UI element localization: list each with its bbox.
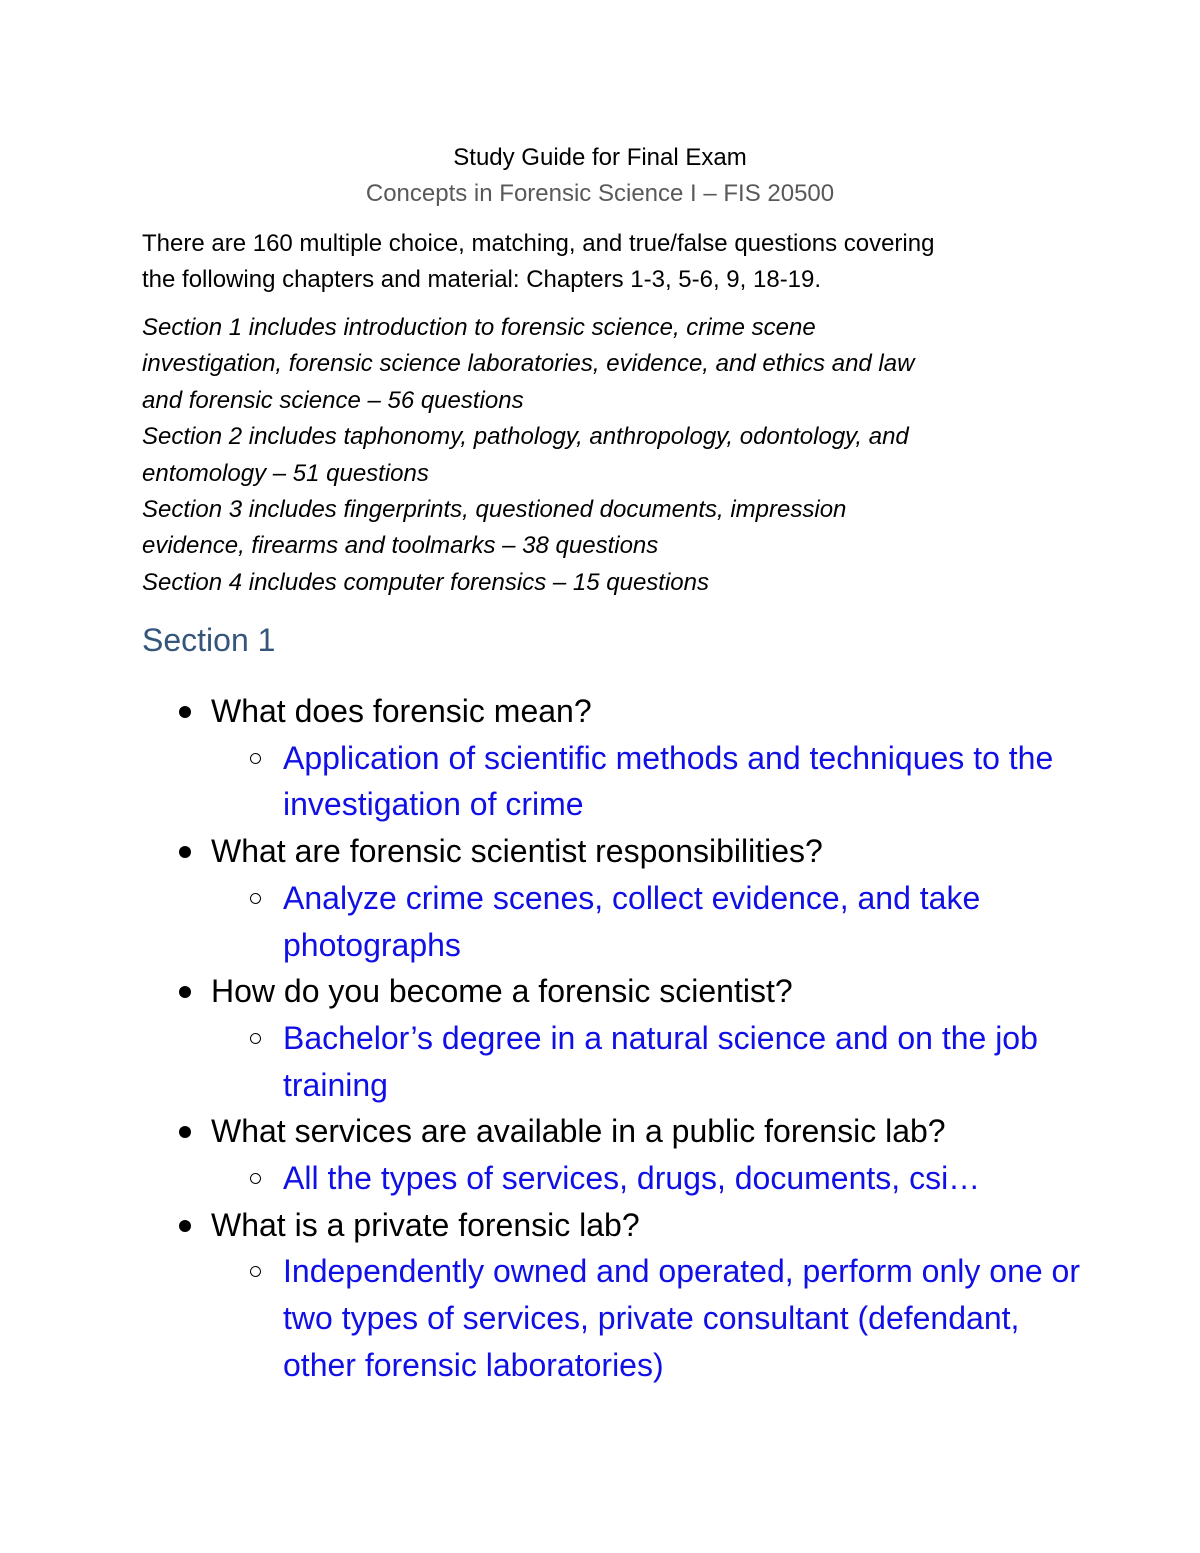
intro-line: the following chapters and material: Chapters 1-3, 5-6, 9, 18-19. — [142, 266, 822, 293]
list-item — [0, 688, 1200, 828]
question — [0, 688, 1200, 735]
filled-bullet-icon — [179, 706, 191, 718]
section-summary-line: entomology – 51 questions — [142, 459, 429, 487]
question-text: What does forensic mean? — [211, 693, 592, 729]
hollow-bullet-icon — [250, 1173, 261, 1184]
question-text: What are forensic scientist responsibilities? — [211, 833, 823, 870]
hollow-bullet-icon — [250, 1266, 261, 1277]
question-list — [0, 688, 1200, 1389]
section-summary-line: Section 2 includes taphonomy, pathology, anthropology, odontology, and — [142, 423, 909, 451]
answer — [0, 735, 1083, 828]
filled-bullet-icon — [179, 846, 191, 858]
intro-line: There are 160 multiple choice, matching, and true/false questions covering — [142, 230, 935, 257]
answer — [0, 875, 1083, 968]
answer — [0, 1155, 1083, 1202]
question — [0, 968, 1200, 1015]
section-summary-line: investigation, forensic science laboratories, evidence, and ethics and law — [142, 350, 915, 378]
section-summary-line: Section 1 includes introduction to forensic science, crime scene — [142, 314, 816, 341]
list-item — [0, 828, 1200, 968]
answer — [0, 1248, 1083, 1388]
document-title: Study Guide for Final Exam — [453, 144, 747, 171]
answer — [0, 1015, 1083, 1108]
question-text: How do you become a forensic scientist? — [211, 973, 793, 1010]
answer-text: Bachelor’s degree in a natural science and on the job training — [283, 1019, 1038, 1103]
section-heading: Section 1 — [142, 622, 276, 658]
answer-text: All the types of services, drugs, documents, csi… — [283, 1160, 981, 1197]
question — [0, 1202, 1200, 1249]
list-item — [0, 968, 1200, 1108]
document-subtitle: Concepts in Forensic Science I – FIS 20500 — [365, 180, 835, 207]
section-summary-line: Section 4 includes computer forensics – 15 questions — [142, 568, 709, 596]
question — [0, 828, 1200, 875]
filled-bullet-icon — [179, 1126, 191, 1138]
question-text: What is a private forensic lab? — [211, 1206, 640, 1243]
section-summary-line: Section 3 includes fingerprints, questioned documents, impression — [142, 496, 847, 524]
answer-text: Independently owned and operated, perform only one or two types of services, private consultant (defendant, other forensic laboratories) — [283, 1253, 1080, 1383]
question — [0, 1108, 1200, 1155]
hollow-bullet-icon — [250, 753, 261, 764]
answer-text: Analyze crime scenes, collect evidence, and take photographs — [283, 879, 981, 963]
hollow-bullet-icon — [250, 1033, 261, 1044]
intro-paragraph — [142, 226, 1082, 298]
sections-summary — [142, 310, 1082, 601]
filled-bullet-icon — [179, 1220, 191, 1232]
list-item — [0, 1202, 1200, 1389]
question-text: What services are available in a public forensic lab? — [211, 1113, 946, 1150]
filled-bullet-icon — [179, 986, 191, 998]
list-item — [0, 1108, 1200, 1201]
answer-text: Application of scientific methods and techniques to the investigation of crime — [283, 739, 1054, 823]
hollow-bullet-icon — [250, 893, 261, 904]
section-summary-line: evidence, firearms and toolmarks – 38 questions — [142, 532, 659, 560]
section-summary-line: and forensic science – 56 questions — [142, 386, 524, 414]
